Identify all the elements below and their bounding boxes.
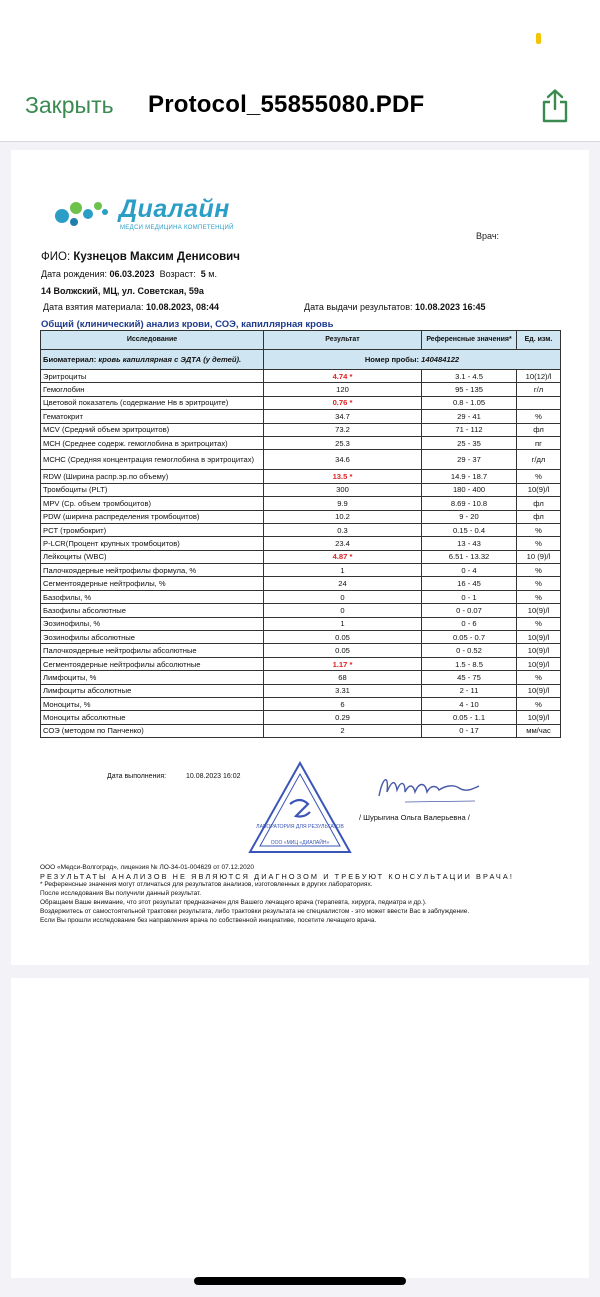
table-header-row — [41, 331, 561, 350]
pdf-page-1[interactable] — [11, 150, 589, 965]
table-row — [41, 590, 561, 603]
table-row — [41, 483, 561, 496]
test-name-cell: Тромбоциты (PLT) — [41, 483, 264, 496]
table-row — [41, 617, 561, 630]
unit-cell: 10(9)/l — [517, 631, 561, 644]
table-row — [41, 711, 561, 724]
doctor-label: Врач: — [476, 231, 500, 241]
test-name-cell: СОЭ (методом по Панченко) — [41, 724, 264, 737]
unit-cell: фл — [517, 423, 561, 436]
unit-cell: 10(9)/l — [517, 711, 561, 724]
footer-reference-note: * Референсные значения могут отличаться для результатов анализов, изготовленных в других лабораториях. — [40, 881, 373, 888]
reference-range-cell: 14.9 - 18.7 — [422, 470, 517, 483]
table-row — [41, 550, 561, 563]
biomaterial-cell: Биоматериал: кровь капиллярная с ЭДТА (у детей). — [41, 350, 264, 370]
table-row — [41, 436, 561, 449]
result-value-cell: 3.31 — [264, 684, 422, 697]
reference-range-cell: 0.15 - 0.4 — [422, 523, 517, 536]
test-name-cell: Гематокрит — [41, 410, 264, 423]
unit-cell: г/дл — [517, 450, 561, 470]
result-value-cell: 1 — [264, 617, 422, 630]
reference-range-cell: 71 - 112 — [422, 423, 517, 436]
result-value-cell: 4.74 * — [264, 370, 422, 383]
test-name-cell: MCHC (Средняя концентрация гемоглобина в эритроцитах) — [41, 450, 264, 470]
reference-range-cell: 45 - 75 — [422, 671, 517, 684]
unit-cell — [517, 396, 561, 409]
result-value-cell: 25.3 — [264, 436, 422, 449]
table-row — [41, 657, 561, 670]
reference-range-cell: 2 - 11 — [422, 684, 517, 697]
table-row — [41, 537, 561, 550]
reference-range-cell: 0 - 1 — [422, 590, 517, 603]
unit-cell: пг — [517, 436, 561, 449]
table-row — [41, 510, 561, 523]
test-name-cell: Базофилы, % — [41, 590, 264, 603]
test-name-cell: Базофилы абсолютные — [41, 604, 264, 617]
test-name-cell: P-LCR(Процент крупных тромбоцитов) — [41, 537, 264, 550]
reference-range-cell: 29 - 41 — [422, 410, 517, 423]
unit-cell: фл — [517, 497, 561, 510]
test-name-cell: Моноциты, % — [41, 697, 264, 710]
navigation-bar — [0, 70, 600, 142]
result-value-cell: 0.05 — [264, 631, 422, 644]
reference-range-cell: 0 - 17 — [422, 724, 517, 737]
status-bar — [0, 0, 600, 70]
stamp-lab-text: ЛАБОРАТОРИЯ ДЛЯ РЕЗУЛЬТАТОВ — [256, 824, 344, 830]
result-value-cell: 0.05 — [264, 644, 422, 657]
table-row — [41, 631, 561, 644]
footer-warning: РЕЗУЛЬТАТЫ АНАЛИЗОВ НЕ ЯВЛЯЮТСЯ ДИАГНОЗОМ И ТРЕБУЮТ КОНСУЛЬТАЦИИ ВРАЧА! — [40, 872, 514, 881]
result-value-cell: 1.17 * — [264, 657, 422, 670]
result-value-cell: 73.2 — [264, 423, 422, 436]
table-row — [41, 644, 561, 657]
signer-name: / Шурыгина Ольга Валерьевна / — [359, 813, 470, 822]
unit-cell: % — [517, 564, 561, 577]
laboratory-stamp — [246, 760, 354, 856]
result-value-cell: 4.87 * — [264, 550, 422, 563]
reference-range-cell: 0.05 - 0.7 — [422, 631, 517, 644]
reference-range-cell: 4 - 10 — [422, 697, 517, 710]
reference-range-cell: 95 - 135 — [422, 383, 517, 396]
reference-range-cell: 25 - 35 — [422, 436, 517, 449]
reference-range-cell: 0.8 - 1.05 — [422, 396, 517, 409]
test-name-cell: Гемоглобин — [41, 383, 264, 396]
result-value-cell: 0 — [264, 590, 422, 603]
unit-cell: 10(9)/l — [517, 684, 561, 697]
unit-cell: % — [517, 671, 561, 684]
reference-range-cell: 29 - 37 — [422, 450, 517, 470]
logo-molecule-icon — [50, 194, 110, 230]
table-row — [41, 724, 561, 737]
test-name-cell: Эритроциты — [41, 370, 264, 383]
test-name-cell: Палочкоядерные нейтрофилы абсолютные — [41, 644, 264, 657]
reference-range-cell: 0 - 6 — [422, 617, 517, 630]
table-row — [41, 410, 561, 423]
reference-range-cell: 8.69 - 10.8 — [422, 497, 517, 510]
pdf-page-2[interactable] — [11, 978, 589, 1278]
section-title: Общий (клинический) анализ крови, СОЭ, капиллярная кровь — [41, 319, 334, 330]
close-button[interactable]: Закрыть — [25, 92, 114, 118]
reference-range-cell: 180 - 400 — [422, 483, 517, 496]
test-name-cell: Сегментоядерные нейтрофилы, % — [41, 577, 264, 590]
sample-number-cell: Номер пробы: 140484122 — [264, 350, 561, 370]
table-row — [41, 450, 561, 470]
footer-license: ООО «Медси-Волгоград», лицензия № ЛО-34-01-004629 от 07.12.2020 — [40, 864, 255, 871]
test-name-cell: Лимфоциты, % — [41, 671, 264, 684]
result-value-cell: 0.29 — [264, 711, 422, 724]
column-header: Ед. изм. — [517, 331, 561, 350]
reference-range-cell: 0 - 0.07 — [422, 604, 517, 617]
table-row — [41, 577, 561, 590]
reference-range-cell: 0 - 0.52 — [422, 644, 517, 657]
unit-cell: % — [517, 590, 561, 603]
unit-cell: % — [517, 470, 561, 483]
unit-cell: % — [517, 617, 561, 630]
result-value-cell: 2 — [264, 724, 422, 737]
table-row — [41, 370, 561, 383]
test-name-cell: Сегментоядерные нейтрофилы абсолютные — [41, 657, 264, 670]
table-row — [41, 396, 561, 409]
test-name-cell: Палочкоядерные нейтрофилы формула, % — [41, 564, 264, 577]
result-value-cell: 300 — [264, 483, 422, 496]
unit-cell: 10 (9)/l — [517, 550, 561, 563]
reference-range-cell: 6.51 - 13.32 — [422, 550, 517, 563]
test-name-cell: Моноциты абсолютные — [41, 711, 264, 724]
table-row — [41, 564, 561, 577]
test-name-cell: MCH (Среднее содерж. гемоглобина в эритроцитах) — [41, 436, 264, 449]
reference-range-cell: 16 - 45 — [422, 577, 517, 590]
result-value-cell: 23.4 — [264, 537, 422, 550]
unit-cell: 10(12)/l — [517, 370, 561, 383]
result-value-cell: 0.76 * — [264, 396, 422, 409]
table-row — [41, 470, 561, 483]
unit-cell: % — [517, 577, 561, 590]
unit-cell: фл — [517, 510, 561, 523]
result-value-cell: 34.7 — [264, 410, 422, 423]
table-row — [41, 604, 561, 617]
clinic-logo — [50, 194, 250, 234]
share-icon[interactable] — [539, 88, 571, 124]
table-row — [41, 697, 561, 710]
results-table — [40, 330, 561, 738]
result-value-cell: 0.3 — [264, 523, 422, 536]
footer-attention: Обращаем Ваше внимание, что этот результат предназначен для Вашего лечащего врача (терапевта, хирурга, педиатра и др.). — [40, 899, 427, 906]
unit-cell: 10(9)/l — [517, 644, 561, 657]
footer-visit: Если Вы прошли исследование без направления врача по собственной инициативе, посетите лечащего врача. — [40, 917, 377, 924]
status-indicator — [536, 33, 541, 44]
execution-date-value: 10.08.2023 16:02 — [186, 773, 241, 780]
result-value-cell: 68 — [264, 671, 422, 684]
test-name-cell: PCT (тромбокрит) — [41, 523, 264, 536]
test-name-cell: Лейкоциты (WBC) — [41, 550, 264, 563]
table-row — [41, 423, 561, 436]
result-value-cell: 1 — [264, 564, 422, 577]
test-name-cell: MCV (Средний объем эритроцитов) — [41, 423, 264, 436]
test-name-cell: Эозинофилы, % — [41, 617, 264, 630]
reference-range-cell: 13 - 43 — [422, 537, 517, 550]
table-row — [41, 671, 561, 684]
result-value-cell: 0 — [264, 604, 422, 617]
reference-range-cell: 9 - 20 — [422, 510, 517, 523]
execution-date-label: Дата выполнения: — [107, 773, 167, 780]
result-value-cell: 9.9 — [264, 497, 422, 510]
home-indicator[interactable] — [194, 1277, 406, 1285]
unit-cell: % — [517, 537, 561, 550]
reference-range-cell: 3.1 - 4.5 — [422, 370, 517, 383]
unit-cell: г/л — [517, 383, 561, 396]
reference-range-cell: 1.5 - 8.5 — [422, 657, 517, 670]
unit-cell: 10(9)/l — [517, 657, 561, 670]
table-row — [41, 497, 561, 510]
logo-name: Диалайн — [119, 195, 230, 223]
test-name-cell: Цветовой показатель (содержание Нв в эритроците) — [41, 396, 264, 409]
doctor-signature — [375, 768, 485, 808]
result-value-cell: 13.5 * — [264, 470, 422, 483]
footer-after: После исследования Вы получили данный результат. — [40, 890, 202, 897]
footer-refrain: Воздержитесь от самостоятельной трактовки результата, либо трактовки результата не специалистом - это может ввести Вас в заблуждение. — [40, 908, 470, 915]
result-value-cell: 10.2 — [264, 510, 422, 523]
test-name-cell: PDW (ширина распределения тромбоцитов) — [41, 510, 264, 523]
test-name-cell: Эозинофилы абсолютные — [41, 631, 264, 644]
result-value-cell: 34.6 — [264, 450, 422, 470]
biomaterial-row — [41, 350, 561, 370]
column-header: Результат — [264, 331, 422, 350]
result-value-cell: 24 — [264, 577, 422, 590]
result-value-cell: 120 — [264, 383, 422, 396]
test-name-cell: Лимфоциты абсолютные — [41, 684, 264, 697]
test-name-cell: RDW (Ширина распр.эр.по объему) — [41, 470, 264, 483]
unit-cell: мм/час — [517, 724, 561, 737]
unit-cell: 10(9)/l — [517, 604, 561, 617]
unit-cell: 10(9)/l — [517, 483, 561, 496]
table-row — [41, 523, 561, 536]
document-title: Protocol_55855080.PDF — [148, 91, 425, 118]
unit-cell: % — [517, 697, 561, 710]
unit-cell: % — [517, 523, 561, 536]
results-issued-date: Дата выдачи результатов: 10.08.2023 16:45 — [304, 302, 486, 312]
column-header: Исследование — [41, 331, 264, 350]
column-header: Референсные значения* — [422, 331, 517, 350]
logo-subtitle: МЕДСИ МЕДИЦИНА КОМПЕТЕНЦИЙ — [120, 225, 234, 231]
clinic-address: 14 Волжский, МЦ, ул. Советская, 59а — [41, 286, 204, 296]
test-name-cell: MPV (Ср. объем тромбоцитов) — [41, 497, 264, 510]
patient-dob: Дата рождения: 06.03.2023 Возраст: 5 м. — [41, 269, 217, 279]
reference-range-cell: 0.05 - 1.1 — [422, 711, 517, 724]
result-value-cell: 6 — [264, 697, 422, 710]
table-row — [41, 383, 561, 396]
table-row — [41, 684, 561, 697]
patient-name: ФИО: Кузнецов Максим Денисович — [41, 251, 240, 263]
unit-cell: % — [517, 410, 561, 423]
sample-taken-date: Дата взятия материала: 10.08.2023, 08:44 — [43, 302, 220, 312]
reference-range-cell: 0 - 4 — [422, 564, 517, 577]
stamp-org-text: ООО «МИЦ «ДИАЛАЙН» — [270, 840, 330, 846]
